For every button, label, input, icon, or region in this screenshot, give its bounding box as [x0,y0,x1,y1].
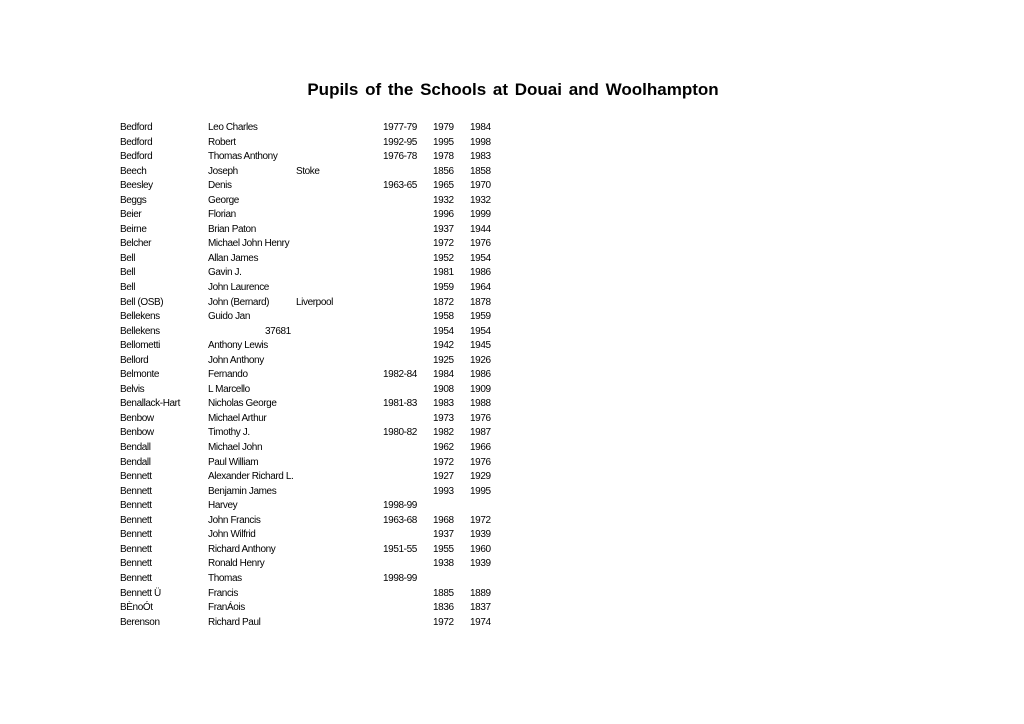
surname-cell: Belmonte [120,369,160,381]
leave-year-cell: 1960 [470,543,491,555]
leave-year-cell: 1987 [470,427,491,439]
leave-year-cell: 1988 [470,398,491,410]
years-cell: 1951-55 [383,543,417,555]
table-row [0,485,1024,500]
forename-cell: Joseph [208,165,238,177]
surname-cell: BÈnoÓt [120,602,153,614]
surname-cell: Bennett [120,471,152,483]
surname-cell: Bellekens [120,311,160,323]
leave-year-cell: 1986 [470,267,491,279]
years-cell: 1982-84 [383,369,417,381]
forename-cell: Harvey [208,500,238,512]
entry-year-cell: 1937 [433,223,454,235]
leave-year-cell: 1932 [470,194,491,206]
entry-year-cell: 1925 [433,354,454,366]
entry-year-cell: 1885 [433,587,454,599]
forename-cell: Brian Paton [208,223,256,235]
forename-cell: Richard Anthony [208,543,276,555]
table-row [0,557,1024,572]
forename-cell: John Laurence [208,282,269,294]
leave-year-cell: 1995 [470,485,491,497]
forename-cell: John (Bernard) [208,296,270,308]
town-cell: Liverpool [296,296,333,308]
leave-year-cell: 1959 [470,311,491,323]
table-row [0,528,1024,543]
years-cell: 1992-95 [383,136,417,148]
surname-cell: Beirne [120,223,147,235]
surname-cell: Beesley [120,180,153,192]
leave-year-cell: 1984 [470,122,491,133]
surname-cell: Bell [120,267,136,279]
forename-cell: Allan James [208,252,259,264]
forename-cell: Michael John [208,442,263,454]
table-row [0,325,1024,340]
entry-year-cell: 1856 [433,165,454,177]
table-row [0,296,1024,311]
entry-year-cell: 1996 [433,209,454,221]
surname-cell: Bennett Ü [120,587,161,599]
table-row [0,514,1024,529]
years-cell: 1963-65 [383,180,417,192]
entry-year-cell: 1972 [433,456,454,468]
leave-year-cell: 1926 [470,354,491,366]
surname-cell: Bendall [120,442,151,454]
entry-year-cell: 1942 [433,340,454,352]
table-row [0,266,1024,281]
table-row [0,136,1024,151]
table-row [0,368,1024,383]
leave-year-cell: 1974 [470,616,491,628]
table-row [0,616,1024,631]
leave-year-cell: 1909 [470,383,491,395]
forename-cell: Timothy J. [208,427,250,439]
forename-cell: Francis [208,587,238,599]
entry-year-cell: 1972 [433,238,454,250]
entry-year-cell: 1955 [433,543,454,555]
leave-year-cell: 1986 [470,369,491,381]
table-row [0,456,1024,471]
table-row [0,223,1024,238]
forename-cell: Richard Paul [208,616,261,628]
entry-year-cell: 1984 [433,369,454,381]
leave-year-cell: 1945 [470,340,491,352]
surname-cell: Bennett [120,514,152,526]
forename-cell: Ronald Henry [208,558,265,570]
forename-cell: Michael Arthur [208,412,267,424]
town-cell: Stoke [296,165,320,177]
table-row [0,237,1024,252]
leave-year-cell: 1837 [470,602,491,614]
table-row [0,310,1024,325]
surname-cell: Bendall [120,456,151,468]
entry-year-cell: 1938 [433,558,454,570]
forename-cell: Thomas [208,572,242,584]
entry-year-cell: 1954 [433,325,454,337]
forename-cell: Fernando [208,369,248,381]
surname-cell: Bennett [120,485,152,497]
pupil-list [0,121,1024,630]
forename-cell: George [208,194,239,206]
entry-year-cell: 1995 [433,136,454,148]
surname-cell: Belcher [120,238,152,250]
entry-year-cell: 1927 [433,471,454,483]
leave-year-cell: 1970 [470,180,491,192]
entry-year-cell: 1973 [433,412,454,424]
years-cell: 1998-99 [383,572,417,584]
table-row [0,499,1024,514]
entry-year-cell: 1972 [433,616,454,628]
entry-year-cell: 1908 [433,383,454,395]
leave-year-cell: 1976 [470,412,491,424]
years-cell: 1980-82 [383,427,417,439]
entry-year-cell: 1959 [433,282,454,294]
table-row [0,208,1024,223]
years-cell: 1998-99 [383,500,417,512]
table-row [0,121,1024,136]
table-row [0,543,1024,558]
entry-year-cell: 1958 [433,311,454,323]
surname-cell: Bedford [120,122,153,133]
surname-cell: Bellometti [120,340,160,352]
table-row [0,412,1024,427]
surname-cell: Bennett [120,500,152,512]
surname-cell: Benallack-Hart [120,398,180,410]
table-row [0,165,1024,180]
leave-year-cell: 1954 [470,252,491,264]
years-cell: 1977-79 [383,122,417,133]
forename-cell: Florian [208,209,236,221]
entry-year-cell: 1932 [433,194,454,206]
forename-cell: Robert [208,136,236,148]
surname-cell: Bell (OSB) [120,296,164,308]
surname-cell: Bennett [120,529,152,541]
forename-cell: Gavin J. [208,267,242,279]
entry-year-cell: 1978 [433,151,454,163]
table-row [0,587,1024,602]
table-row [0,441,1024,456]
leave-year-cell: 1939 [470,529,491,541]
surname-cell: Bell [120,252,136,264]
forename-cell: Leo Charles [208,122,258,133]
entry-year-cell: 1968 [433,514,454,526]
entry-year-cell: 1952 [433,252,454,264]
years-cell: 1981-83 [383,398,417,410]
leave-year-cell: 1929 [470,471,491,483]
surname-cell: Beech [120,165,147,177]
surname-cell: Bellekens [120,325,160,337]
entry-year-cell: 1981 [433,267,454,279]
leave-year-cell: 1966 [470,442,491,454]
entry-year-cell: 1962 [433,442,454,454]
leave-year-cell: 1972 [470,514,491,526]
surname-cell: Bedford [120,136,153,148]
leave-year-cell: 1889 [470,587,491,599]
surname-cell: Berenson [120,616,160,628]
surname-cell: Bell [120,282,136,294]
surname-cell: Benbow [120,412,154,424]
forename-cell: Anthony Lewis [208,340,268,352]
leave-year-cell: 1964 [470,282,491,294]
leave-year-cell: 1939 [470,558,491,570]
leave-year-cell: 1954 [470,325,491,337]
surname-cell: Bedford [120,151,153,163]
entry-year-cell: 1993 [433,485,454,497]
forename-cell: Benjamin James [208,485,277,497]
table-row [0,470,1024,485]
table-row [0,150,1024,165]
entry-year-cell: 1983 [433,398,454,410]
table-row [0,601,1024,616]
table-row [0,252,1024,267]
surname-cell: Beier [120,209,142,221]
forename-cell: Alexander Richard L. [208,471,294,483]
leave-year-cell: 1878 [470,296,491,308]
entry-year-cell: 1872 [433,296,454,308]
table-row [0,383,1024,398]
forename-cell: Paul William [208,456,259,468]
forename-cell: John Wilfrid [208,529,256,541]
leave-year-cell: 1999 [470,209,491,221]
table-row [0,281,1024,296]
table-row [0,572,1024,587]
leave-year-cell: 1976 [470,456,491,468]
town-cell: 37681 [265,325,291,337]
page-title: Pupils of the Schools at Douai and Woolhampton [307,80,719,99]
table-row [0,339,1024,354]
table-row [0,179,1024,194]
forename-cell: John Anthony [208,354,264,366]
leave-year-cell: 1858 [470,165,491,177]
forename-cell: L Marcello [208,383,250,395]
years-cell: 1963-68 [383,514,417,526]
surname-cell: Bennett [120,543,152,555]
forename-cell: Nicholas George [208,398,277,410]
table-row [0,397,1024,412]
leave-year-cell: 1944 [470,223,491,235]
entry-year-cell: 1937 [433,529,454,541]
surname-cell: Bennett [120,572,152,584]
surname-cell: Bellord [120,354,149,366]
entry-year-cell: 1965 [433,180,454,192]
forename-cell: Michael John Henry [208,238,290,250]
years-cell: 1976-78 [383,151,417,163]
leave-year-cell: 1998 [470,136,491,148]
entry-year-cell: 1979 [433,122,454,133]
table-row [0,194,1024,209]
surname-cell: Benbow [120,427,154,439]
surname-cell: Beggs [120,194,147,206]
forename-cell: FranÁois [208,602,245,614]
table-row [0,426,1024,441]
forename-cell: Denis [208,180,232,192]
forename-cell: John Francis [208,514,261,526]
surname-cell: Bennett [120,558,152,570]
entry-year-cell: 1982 [433,427,454,439]
entry-year-cell: 1836 [433,602,454,614]
forename-cell: Thomas Anthony [208,151,278,163]
surname-cell: Belvis [120,383,145,395]
leave-year-cell: 1983 [470,151,491,163]
forename-cell: Guido Jan [208,311,250,323]
table-row [0,354,1024,369]
leave-year-cell: 1976 [470,238,491,250]
